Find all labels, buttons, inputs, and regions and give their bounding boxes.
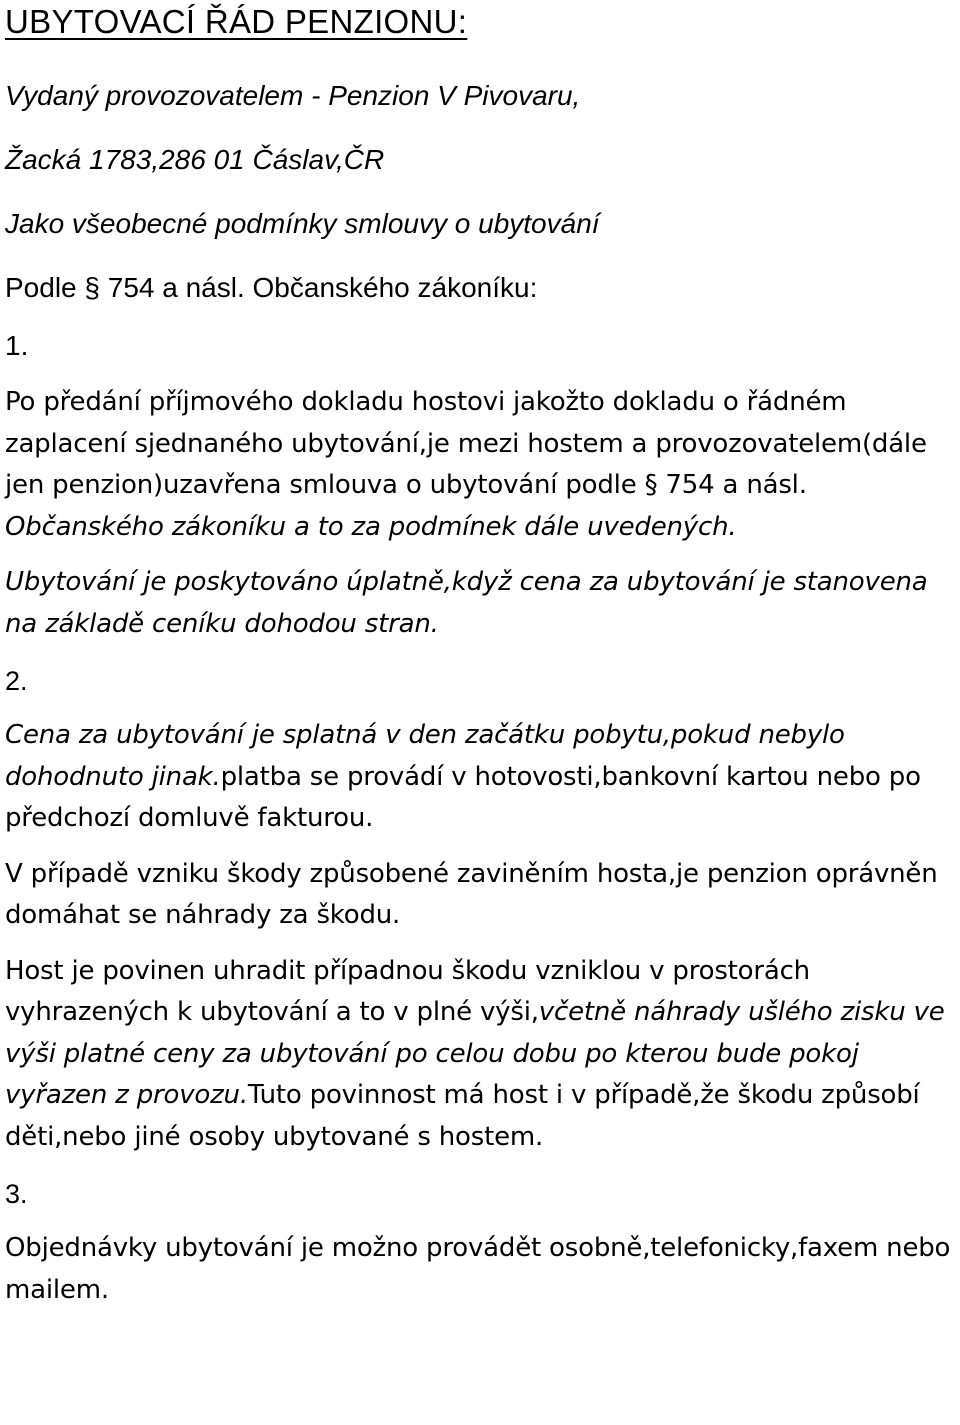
section1-paragraph-1: [5, 382, 960, 548]
section2-paragraph-3: [5, 951, 960, 1159]
section2-paragraph-2: V případě vzniku škody způsobené zaviněním hosta,je penzion oprávněn domáhat se náhrady za škodu.: [5, 858, 938, 930]
section1-paragraph-2: [5, 562, 960, 645]
address-line: Žacká 1783,286 01 Čáslav,ČR: [5, 144, 385, 175]
section1-paragraph-2-text: Ubytování je poskytováno úplatně,když cena za ubytování je stanovena na základě ceníku dohodou stran.: [5, 567, 928, 639]
document-page: [0, 2, 960, 1425]
section1-paragraph-1-normal: Po předání příjmového dokladu hostovi jakožto dokladu o řádném zaplacení sjednaného ubytování,je mezi hostem a provozovatelem(dále jen penzion)uzavřena smlouva o ubytování podle § 754 a násl.: [5, 387, 927, 500]
section3-paragraph-1: Objednávky ubytování je možno provádět osobně,telefonicky,faxem nebo mailem.: [5, 1233, 951, 1305]
section2-paragraph-3-normal-1: Host je povinen uhradit případnou škodu vzniklou v prostorách vyhrazených k ubytování a to v plné výši,: [5, 955, 810, 1027]
section2-paragraph-1-italic: Cena za ubytování je splatná v den začátku pobytu,pokud nebylo dohodnuto jinak.: [5, 720, 845, 792]
section-number-2: 2.: [5, 666, 28, 696]
section2-paragraph-1: [5, 715, 960, 840]
section1-paragraph-1-italic: Občanského zákoníku a to za podmínek dále uvedených.: [5, 511, 737, 542]
section2-paragraph-3-normal-2: Tuto povinnost má host i v případě,že škodu způsobí děti,nebo jiné osoby ubytované s hostem.: [5, 1080, 920, 1152]
issuer-line: Vydaný provozovatelem - Penzion V Pivovaru,: [5, 80, 581, 111]
section2-paragraph-1-normal: platba se provádí v hotovosti,bankovní kartou nebo po předchozí domluvě fakturou.: [5, 761, 921, 833]
section-number-3: 3.: [5, 1179, 28, 1209]
terms-line: Jako všeobecné podmínky smlouvy o ubytování: [5, 208, 600, 239]
section2-paragraph-3-italic: včetně náhrady ušlého zisku ve výši platné ceny za ubytování po celou dobu po kterou bude pokoj vyřazen z provozu.: [5, 997, 945, 1110]
legal-basis-line: Podle § 754 a násl. Občanského zákoníku:: [5, 272, 538, 303]
section-number-1: 1.: [5, 330, 29, 361]
document-title: UBYTOVACÍ ŘÁD PENZIONU:: [5, 3, 468, 40]
